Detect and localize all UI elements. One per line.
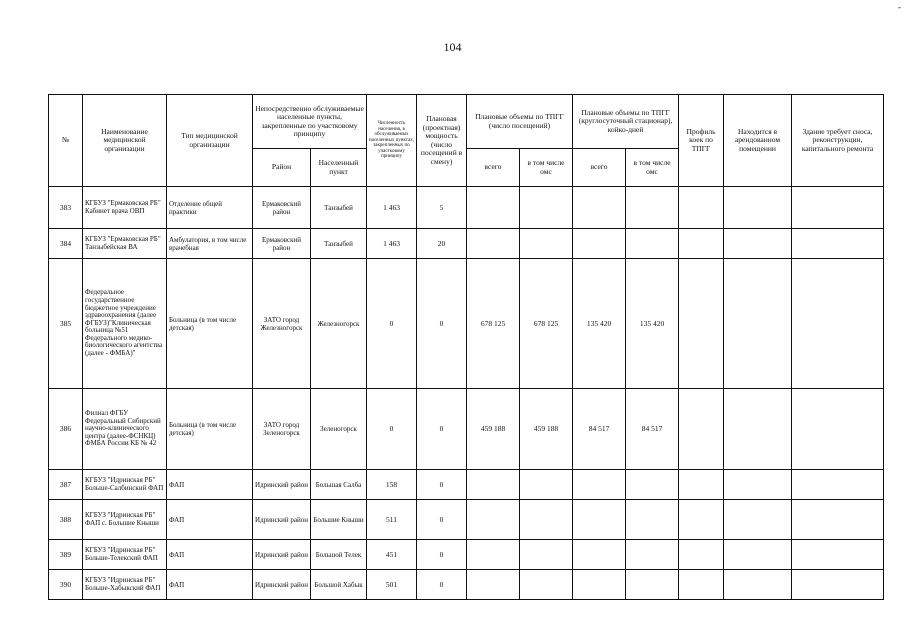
row-capacity: 0 [417,570,467,600]
row-profile [679,570,724,600]
header-rented: Находится в арендованном помещении [724,95,792,187]
row-beds-total [573,500,626,540]
row-number: 390 [49,570,83,600]
row-demolition [792,540,884,570]
row-population: 501 [367,570,417,600]
row-visits-total [467,470,520,500]
row-capacity: 20 [417,229,467,259]
row-org-name: КГБУЗ "Идринская РБ" ФАП с. Большие Кныши [83,500,167,540]
row-capacity: 0 [417,470,467,500]
row-beds-total [573,570,626,600]
row-population: 511 [367,500,417,540]
row-number: 389 [49,540,83,570]
row-org-type: ФАП [167,470,253,500]
row-org-type: Отделение общей практики [167,187,253,229]
row-rented [724,540,792,570]
row-visits-oms [520,570,573,600]
header-num: № [49,95,83,187]
row-org-name: КГБУЗ "Ермаковская РБ" Танзыбейская ВА [83,229,167,259]
header-plan-beds: Плановые объемы по ТПГГ (круглосуточный стационар), койко-дней [573,95,679,149]
row-district: ЗАТО город Зеленогорск [253,389,311,470]
row-beds-oms [626,540,679,570]
table-row [49,570,884,600]
row-beds-total [573,540,626,570]
row-rented [724,389,792,470]
row-org-type: ФАП [167,540,253,570]
row-org-name: КГБУЗ "Идринская РБ" Больше-Телекский ФАП [83,540,167,570]
row-demolition [792,570,884,600]
row-beds-total: 135 420 [573,259,626,389]
row-number: 388 [49,500,83,540]
row-rented [724,470,792,500]
row-rented [724,187,792,229]
row-number: 386 [49,389,83,470]
row-demolition [792,500,884,540]
header-beds-oms: в том числе омс [626,149,679,187]
row-visits-oms [520,470,573,500]
row-beds-oms [626,229,679,259]
header-district: Район [253,149,311,187]
row-demolition [792,470,884,500]
row-org-type: Больница (в том числе детская) [167,259,253,389]
row-beds-oms [626,470,679,500]
table-row [49,500,884,540]
row-number: 384 [49,229,83,259]
row-population: 451 [367,540,417,570]
row-population: 0 [367,389,417,470]
row-district: Ермаковский район [253,187,311,229]
row-beds-oms [626,187,679,229]
row-capacity: 0 [417,389,467,470]
row-population: 1 463 [367,187,417,229]
row-number: 385 [49,259,83,389]
header-beds-total: всего [573,149,626,187]
row-settlement: Большой Хабык [311,570,367,600]
row-org-type: Амбулатория, в том числе врачебная [167,229,253,259]
header-profile: Профиль коек по ТПГГ [679,95,724,187]
header-settlement: Населенный пункт [311,149,367,187]
table-row [49,187,884,229]
table-row [49,470,884,500]
row-visits-oms: 678 125 [520,259,573,389]
row-district: Ермаковский район [253,229,311,259]
table-row [49,389,884,470]
row-capacity: 5 [417,187,467,229]
row-rented [724,229,792,259]
row-beds-total: 84 517 [573,389,626,470]
row-profile [679,187,724,229]
row-visits-total: 678 125 [467,259,520,389]
row-org-name: Федеральное государственное бюджетное учреждение здравоохранения (далее ФГБУЗ)"Клиническая больница №51 Федерального медико-биологического агентства (далее - ФМБА)" [83,259,167,389]
row-visits-total [467,540,520,570]
row-district: Идринский район [253,570,311,600]
row-visits-oms [520,540,573,570]
row-visits-oms [520,500,573,540]
row-profile [679,500,724,540]
row-visits-oms [520,229,573,259]
row-visits-total: 459 188 [467,389,520,470]
row-org-type: Больница (в том числе детская) [167,389,253,470]
header-visits-total: всего [467,149,520,187]
table-body [49,187,884,600]
row-capacity: 0 [417,259,467,389]
row-number: 387 [49,470,83,500]
row-settlement: Большой Телек [311,540,367,570]
header-plan-visits: Плановые объемы по ТПГГ (число посещений) [467,95,573,149]
row-district: ЗАТО город Железногорск [253,259,311,389]
row-profile [679,389,724,470]
header-visits-oms: в том числе омс [520,149,573,187]
row-number: 383 [49,187,83,229]
row-rented [724,500,792,540]
row-profile [679,470,724,500]
row-visits-total [467,229,520,259]
row-capacity: 0 [417,540,467,570]
row-beds-total [573,229,626,259]
row-visits-oms [520,187,573,229]
table-row [49,540,884,570]
table-row [49,229,884,259]
row-org-name: КГБУЗ "Идринская РБ" Больше-Хабыкский ФАП [83,570,167,600]
corner-mark: - [898,2,901,12]
row-beds-oms [626,500,679,540]
table-row [49,259,884,389]
row-population: 1 463 [367,229,417,259]
row-beds-total [573,187,626,229]
row-org-name: Филиал ФГБУ Федеральный Сибирский научно-клинического центра (далее-ФСНКЦ) ФМБА России КБ № 42 [83,389,167,470]
header-type: Тип медицинской организации [167,95,253,187]
row-profile [679,540,724,570]
row-visits-total [467,570,520,600]
row-settlement: Танзыбей [311,229,367,259]
row-demolition [792,389,884,470]
row-beds-oms: 135 420 [626,259,679,389]
header-demolition: Здание требует сноса, реконструкции, капитального ремонта [792,95,884,187]
row-district: Идринский район [253,500,311,540]
header-name: Наименование медицинской организации [83,95,167,187]
row-settlement: Большие Кныши [311,500,367,540]
row-beds-total [573,470,626,500]
row-settlement: Танзыбей [311,187,367,229]
row-rented [724,259,792,389]
row-org-name: КГБУЗ "Ермаковская РБ" Кабинет врача ОВП [83,187,167,229]
row-district: Идринский район [253,470,311,500]
row-settlement: Железногорск [311,259,367,389]
header-capacity: Плановая (проектная) мощность (число посещений в смену) [417,95,467,187]
page-number: 104 [443,40,462,54]
row-visits-total [467,500,520,540]
row-profile [679,259,724,389]
row-settlement: Большая Салба [311,470,367,500]
row-visits-oms: 459 188 [520,389,573,470]
row-org-name: КГБУЗ "Идринская РБ" Больше-Салбинский ФАП [83,470,167,500]
row-population: 158 [367,470,417,500]
row-capacity: 0 [417,500,467,540]
row-rented [724,570,792,600]
row-demolition [792,229,884,259]
row-profile [679,229,724,259]
row-org-type: ФАП [167,570,253,600]
row-visits-total [467,187,520,229]
row-population: 0 [367,259,417,389]
row-org-type: ФАП [167,500,253,540]
row-demolition [792,187,884,229]
row-settlement: Зеленогорск [311,389,367,470]
header-served: Непосредственно обслуживаемые населенные пункты, закрепленные по участковому принципу [253,95,367,149]
row-beds-oms [626,570,679,600]
row-beds-oms: 84 517 [626,389,679,470]
medical-organizations-table [48,94,884,600]
row-demolition [792,259,884,389]
header-population: Численность населения, в обслуживаемых населенных пунктах, закрепленных по участковому принципу [367,95,417,187]
row-district: Идринский район [253,540,311,570]
